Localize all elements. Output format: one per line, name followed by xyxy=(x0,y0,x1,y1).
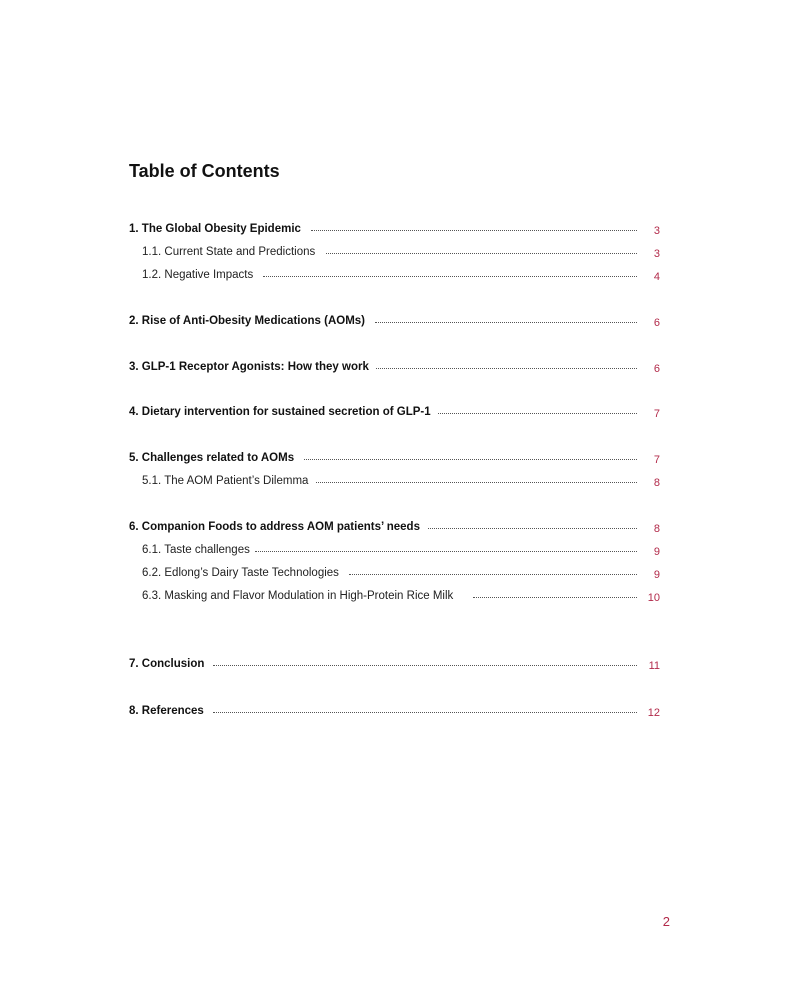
toc-page-number: 8 xyxy=(653,523,660,535)
toc-entry-label: 1.1. Current State and Predictions xyxy=(142,246,316,258)
dot-leader xyxy=(255,551,637,552)
dot-leader xyxy=(213,712,637,713)
toc-page-number: 3 xyxy=(653,225,660,237)
toc-page-number: 3 xyxy=(653,248,660,260)
toc-page-number: 9 xyxy=(653,569,660,581)
toc-entry-5[interactable] xyxy=(129,451,660,471)
toc-entry-label: 4. Dietary intervention for sustained secretion of GLP-1 xyxy=(129,406,431,418)
toc-entry-4[interactable] xyxy=(129,405,660,425)
toc-entry-6-2[interactable] xyxy=(142,566,660,586)
toc-entry-6-3[interactable] xyxy=(142,589,660,609)
dot-leader xyxy=(311,230,637,231)
toc-page-number: 11 xyxy=(648,660,660,672)
toc-entry-3[interactable] xyxy=(129,360,660,380)
toc-page-number: 8 xyxy=(653,477,660,489)
dot-leader xyxy=(428,528,637,529)
toc-entry-1-2[interactable] xyxy=(142,268,660,288)
dot-leader xyxy=(438,413,637,414)
toc-entry-label: 1. The Global Obesity Epidemic xyxy=(129,223,301,235)
dot-leader xyxy=(349,574,637,575)
dot-leader xyxy=(316,482,637,483)
toc-entry-8[interactable] xyxy=(129,704,660,724)
toc-page-number: 6 xyxy=(653,363,660,375)
toc-entry-6[interactable] xyxy=(129,520,660,540)
toc-page-number: 4 xyxy=(653,271,660,283)
page-title: Table of Contents xyxy=(129,161,280,181)
toc-page-number: 12 xyxy=(647,707,660,719)
toc-page-number: 7 xyxy=(653,454,660,466)
toc-entry-5-1[interactable] xyxy=(142,474,660,494)
toc-entry-label: 5.1. The AOM Patient’s Dilemma xyxy=(142,475,309,487)
dot-leader xyxy=(376,368,637,369)
dot-leader xyxy=(304,459,637,460)
toc-entry-2[interactable] xyxy=(129,314,660,334)
toc-entry-1-1[interactable] xyxy=(142,245,660,265)
toc-entry-label: 1.2. Negative Impacts xyxy=(142,269,254,281)
toc-entry-label: 7. Conclusion xyxy=(129,658,205,670)
toc-entry-1[interactable] xyxy=(129,222,660,242)
toc-entry-label: 3. GLP-1 Receptor Agonists: How they work xyxy=(129,361,369,373)
toc-page-number: 10 xyxy=(647,592,660,604)
toc-entry-label: 8. References xyxy=(129,705,204,717)
toc-entry-label: 2. Rise of Anti-Obesity Medications (AOMs) xyxy=(129,315,366,327)
dot-leader xyxy=(263,276,637,277)
toc-page-number: 9 xyxy=(653,546,660,558)
toc-entry-7[interactable] xyxy=(129,657,660,677)
dot-leader xyxy=(213,665,637,666)
dot-leader xyxy=(473,597,637,598)
toc-entry-label: 6.3. Masking and Flavor Modulation in High-Protein Rice Milk xyxy=(142,590,454,602)
toc-entry-label: 6.2. Edlong’s Dairy Taste Technologies xyxy=(142,567,339,579)
toc-page-number: 7 xyxy=(653,408,660,420)
toc-entry-label: 6.1. Taste challenges xyxy=(142,544,250,556)
toc-entry-label: 5. Challenges related to AOMs xyxy=(129,452,295,464)
page-number: 2 xyxy=(662,914,670,929)
dot-leader xyxy=(326,253,637,254)
toc-entry-6-1[interactable] xyxy=(142,543,660,563)
dot-leader xyxy=(375,322,637,323)
toc-page-number: 6 xyxy=(653,317,660,329)
toc-entry-label: 6. Companion Foods to address AOM patients’ needs xyxy=(129,521,420,533)
